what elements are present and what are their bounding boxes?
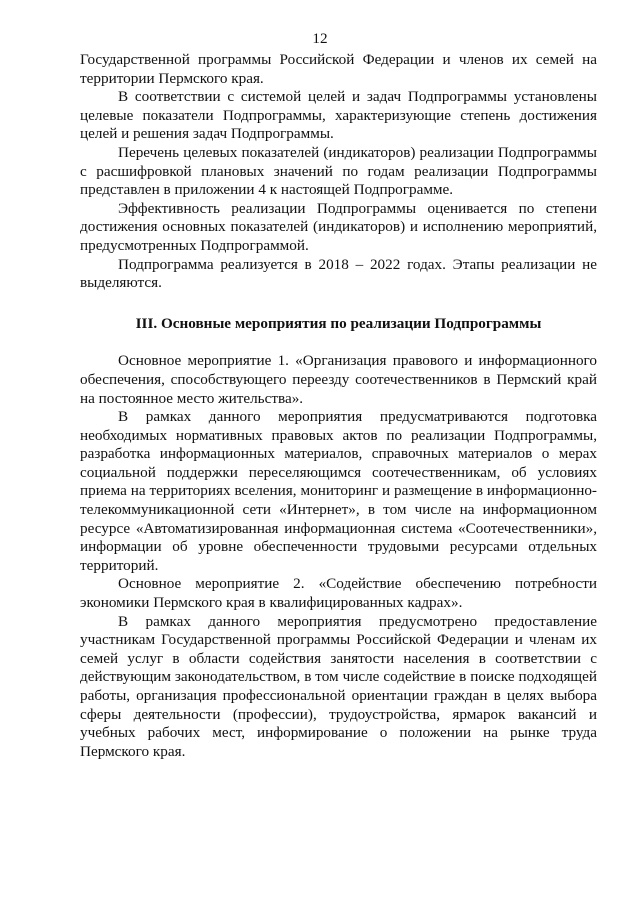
paragraph-measure-1-details: В рамках данного мероприятия предусматриваются подготовка необходимых нормативных правовых актов по реализации Подпрограммы, разработка информационных материалов, справочных материалов о мерах социальной поддержки переселяющимся соотечественникам, об условиях приема на территориях вселения, мониторинг и размещение в информационно-телекоммуникационной сети «Интернет», в том числе на информационном ресурсе «Автоматизированная информационная система «Соотечественники», информации об уровне обеспеченности трудовыми ресурсами отдельных территорий. (80, 408, 597, 574)
page-number: 12 (312, 30, 328, 47)
paragraph-targets: В соответствии с системой целей и задач Подпрограммы установлены целевые показатели Подпрограммы, характеризующие степень достижения целей и решения задач Подпрограммы. (80, 88, 597, 143)
section-heading: III. Основные мероприятия по реализации Подпрограммы (135, 314, 542, 332)
paragraph-period: Подпрограмма реализуется в 2018 – 2022 годах. Этапы реализации не выделяются. (80, 255, 597, 292)
paragraph-efficiency: Эффективность реализации Подпрограммы оценивается по степени достижения основных показателей (индикаторов) и исполнению мероприятий, предусмотренных Подпрограммой. (80, 199, 597, 254)
paragraph-measure-1: Основное мероприятие 1. «Организация правового и информационного обеспечения, способствующего переезду соотечественников в Пермский край на постоянное место жительства». (80, 352, 597, 407)
document-body (80, 51, 597, 761)
paragraph-continuation: Государственной программы Российской Федерации и членов их семей на территории Пермского края. (80, 51, 597, 87)
paragraph-measure-2-details: В рамках данного мероприятия предусмотрено предоставление участникам Государственной программы Российской Федерации и членам их семей услуг в области содействия занятости населения в соответствии с действующим законодательством, в том числе содействие в поиске подходящей работы, организация профессиональной ориентации граждан в целях выбора сферы деятельности (профессии), трудоустройства, ярмарок вакансий и учебных рабочих мест, информирование о положении на рынке труда Пермского края. (80, 612, 597, 760)
paragraph-measure-2: Основное мероприятие 2. «Содействие обеспечению потребности экономики Пермского края в квалифицированных кадрах». (80, 575, 597, 612)
paragraph-indicators-list: Перечень целевых показателей (индикаторов) реализации Подпрограммы с расшифровкой плановых значений по годам реализации Подпрограммы представлен в приложении 4 к настоящей Подпрограмме. (80, 143, 597, 199)
